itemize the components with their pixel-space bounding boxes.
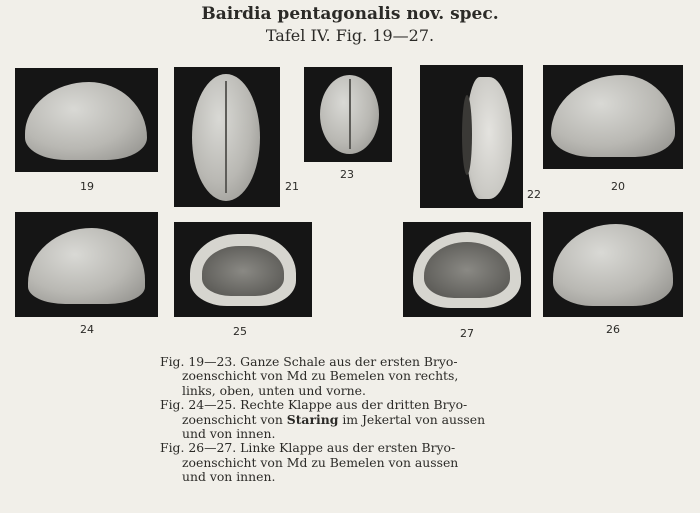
plate-title	[0, 4, 700, 46]
figure-19-photo	[15, 68, 158, 172]
figure-19-number: 19	[80, 180, 94, 193]
figure-20-photo	[543, 65, 683, 169]
figure-25-number: 25	[233, 325, 247, 338]
staring-name: Staring	[286, 411, 339, 427]
figure-22-number: 22	[527, 188, 541, 201]
figure-24-number: 24	[80, 323, 94, 336]
caption-paragraph-2: Fig. 24—25. Rechte Klappe aus der dritten Bryo- zoenschicht von Staring im Jekertal von aussen und von innen.	[160, 397, 486, 442]
figure-27-photo	[403, 222, 531, 317]
figure-22-photo	[420, 65, 523, 208]
figure-21-photo	[174, 67, 280, 207]
caption-paragraph-3: Fig. 26—27. Linke Klappe aus der ersten Bryo- zoenschicht von Md zu Bemelen von aussen und von innen.	[160, 440, 459, 485]
figure-26-photo	[543, 212, 683, 317]
figure-caption	[160, 355, 540, 485]
figure-20-number: 20	[611, 180, 625, 193]
figure-24-photo	[15, 212, 158, 317]
plate-subtitle: Tafel IV. Fig. 19—27.	[265, 26, 435, 45]
caption-paragraph-1: Fig. 19—23. Ganze Schale aus der ersten Bryo- zoenschicht von Md zu Bemelen von rechts, links, oben, unten und vorne.	[160, 354, 459, 398]
figure-25-photo	[174, 222, 312, 317]
figure-27-number: 27	[460, 327, 474, 340]
figure-26-number: 26	[606, 323, 620, 336]
figure-23-photo	[304, 67, 392, 162]
species-title: Bairdia pentagonalis nov. spec.	[201, 4, 499, 24]
figure-23-number: 23	[340, 168, 354, 181]
figure-21-number: 21	[285, 180, 299, 193]
